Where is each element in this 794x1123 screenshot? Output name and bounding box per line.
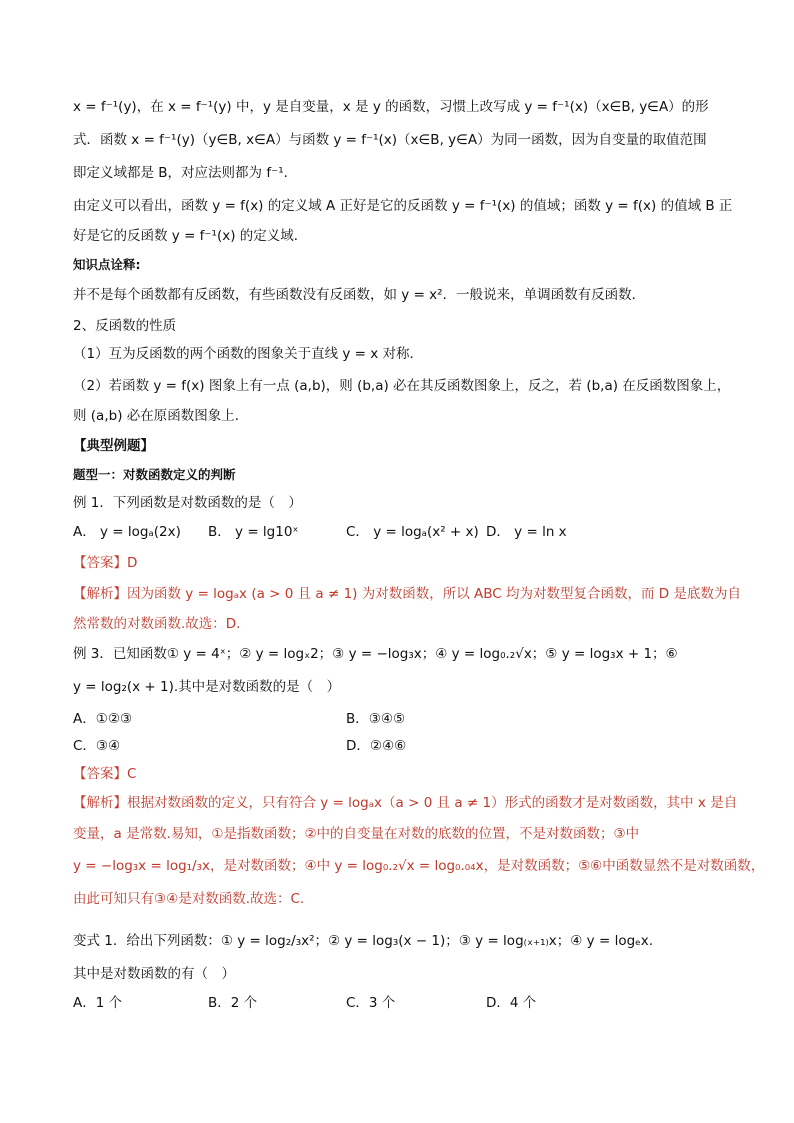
property-2-line-1: （2）若函数 y = f(x) 图象上有一点 (a,b)，则 (b,a) 必在其反函数图象上，反之，若 (b,a) 在反函数图象上， <box>73 378 731 394</box>
example-3-question-line-2: y = log₂(x + 1).其中是对数函数的是（ ） <box>73 679 341 695</box>
variant-1-option-b: B．2 个 <box>208 995 258 1011</box>
example-3-option-c: C．③④ <box>73 738 121 754</box>
definition-line-2: 式．函数 x = f⁻¹(y)（y∈B, x∈A）与函数 y = f⁻¹(x)（x∈B, y∈A）为同一函数，因为自变量的取值范围 <box>73 132 707 148</box>
example-1-analysis-line-1: 【解析】因为函数 y = logₐx (a > 0 且 a ≠ 1) 为对数函数，所以 ABC 均为对数型复合函数，而 D 是底数为自 <box>73 586 741 602</box>
variant-1-question-line-1: 变式 1．给出下列函数：① y = log₂/₃x²；② y = log₃(x − 1)；③ y = log₍ₓ₊₁₎x；④ y = logₑx. <box>73 933 654 949</box>
example-3-analysis-line-1: 【解析】根据对数函数的定义，只有符合 y = logₐx（a > 0 且 a ≠ 1）形式的函数才是对数函数，其中 x 是自 <box>73 795 738 811</box>
variant-1-question-line-2: 其中是对数函数的有（ ） <box>73 966 235 982</box>
example-3-option-b: B．③④⑤ <box>346 711 406 727</box>
example-3-option-a: A．①②③ <box>73 711 133 727</box>
example-1-option-c: C． y = logₐ(x² + x) <box>346 524 479 540</box>
property-2-line-2: 则 (a,b) 必在原函数图象上． <box>73 408 249 424</box>
domain-range-line-1: 由定义可以看出，函数 y = f(x) 的定义域 A 正好是它的反函数 y = f⁻¹(x) 的值域；函数 y = f(x) 的值域 B 正 <box>73 198 733 214</box>
definition-line-1: x = f⁻¹(y)，在 x = f⁻¹(y) 中，y 是自变量，x 是 y 的函数，习惯上改写成 y = f⁻¹(x)（x∈B, y∈A）的形 <box>73 99 709 115</box>
definition-line-3: 即定义域都是 B，对应法则都为 f⁻¹． <box>73 165 298 181</box>
example-1-option-b: B． y = lg10ˣ <box>208 524 299 540</box>
example-3-analysis-line-4: 由此可知只有③④是对数函数.故选：C. <box>73 891 305 907</box>
example-1-analysis-line-2: 然常数的对数函数.故选：D. <box>73 616 241 632</box>
variant-1-option-a: A．1 个 <box>73 995 123 1011</box>
variant-1-option-c: C．3 个 <box>346 995 396 1011</box>
typical-examples-heading: 【典型例题】 <box>73 438 154 454</box>
example-1-answer: 【答案】D <box>73 555 138 571</box>
section-heading-properties: 2、反函数的性质 <box>73 318 177 334</box>
example-3-answer: 【答案】C <box>73 766 137 782</box>
variant-1-option-d: D．4 个 <box>486 995 537 1011</box>
knowledge-note-heading: 知识点诠释: <box>73 257 141 272</box>
example-1-question: 例 1．下列函数是对数函数的是（ ） <box>73 495 302 511</box>
example-3-option-d: D．②④⑥ <box>346 738 407 754</box>
property-1: （1）互为反函数的两个函数的图象关于直线 y = x 对称． <box>73 346 424 362</box>
example-1-option-d: D． y = ln x <box>486 524 567 540</box>
example-1-option-a: A． y = logₐ(2x) <box>73 524 181 540</box>
type-one-heading: 题型一：对数函数定义的判断 <box>73 467 236 482</box>
example-3-analysis-line-2: 变量，a 是常数.易知，①是指数函数；②中的自变量在对数的底数的位置，不是对数函数；③中 <box>73 826 640 842</box>
domain-range-line-2: 好是它的反函数 y = f⁻¹(x) 的定义域． <box>73 228 308 244</box>
example-3-analysis-line-3: y = −log₃x = log₁/₃x，是对数函数；④中 y = log₀.₂√x = log₀.₀₄x，是对数函数；⑤⑥中函数显然不是对数函数， <box>73 858 765 874</box>
example-3-question-line-1: 例 3．已知函数① y = 4ˣ；② y = logₓ2；③ y = −log₃x；④ y = log₀.₂√x；⑤ y = log₃x + 1；⑥ <box>73 646 678 662</box>
knowledge-note-text: 并不是每个函数都有反函数，有些函数没有反函数，如 y = x²．一般说来，单调函数有反函数． <box>73 287 646 303</box>
